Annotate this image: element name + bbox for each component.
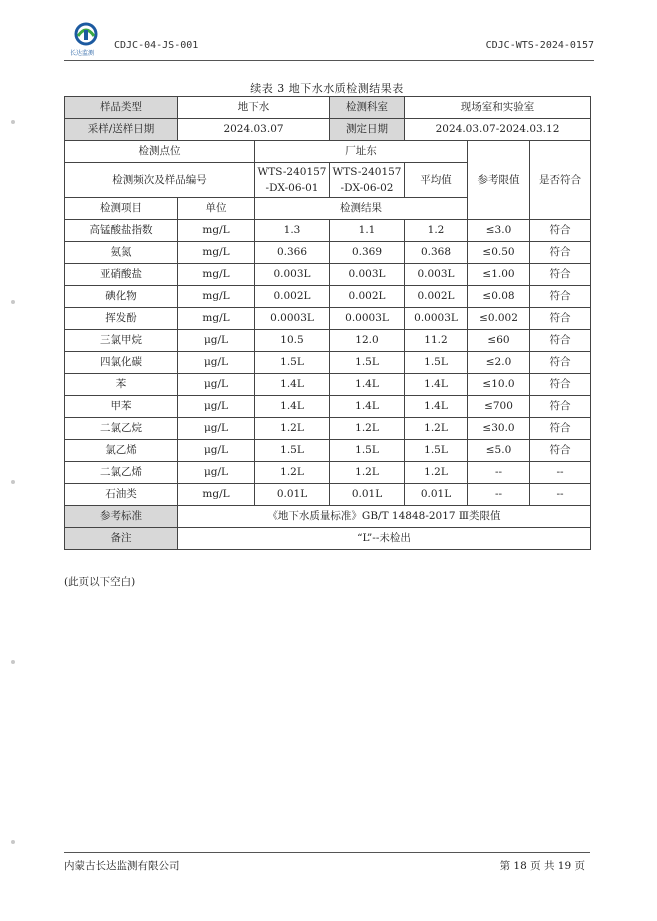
- limit-cell: ≤0.002: [468, 308, 530, 330]
- conform-cell: 符合: [530, 374, 591, 396]
- value1-cell: 1.5L: [255, 352, 330, 374]
- avg-cell: 1.2L: [405, 462, 468, 484]
- table-row: [65, 352, 591, 374]
- avg-cell: 1.4L: [405, 374, 468, 396]
- item-header: 检测项目: [65, 198, 178, 220]
- unit-cell: mg/L: [178, 220, 255, 242]
- logo-text: 长达监测: [70, 50, 95, 57]
- punch-hole: [11, 300, 15, 304]
- table-row: [65, 462, 591, 484]
- company-name: 内蒙古长达监测有限公司: [64, 860, 180, 872]
- unit-cell: mg/L: [178, 286, 255, 308]
- dept-label: 检测科室: [330, 97, 405, 119]
- unit-cell: mg/L: [178, 308, 255, 330]
- punch-hole: [11, 120, 15, 124]
- sample-date-label: 采样/送样日期: [65, 119, 178, 141]
- avg-cell: 1.5L: [405, 440, 468, 462]
- freq-label: 检测频次及样品编号: [65, 163, 255, 198]
- sample-date-value: 2024.03.07: [178, 119, 330, 141]
- avg-header: 平均值: [405, 163, 468, 198]
- limit-cell: ≤10.0: [468, 374, 530, 396]
- conform-header: 是否符合: [530, 141, 591, 220]
- value1-cell: 1.5L: [255, 440, 330, 462]
- punch-hole: [11, 480, 15, 484]
- unit-header: 单位: [178, 198, 255, 220]
- table-row: [65, 308, 591, 330]
- page-header: [64, 22, 594, 58]
- value2-cell: 1.1: [330, 220, 405, 242]
- table-row: [65, 220, 591, 242]
- value1-cell: 1.2L: [255, 418, 330, 440]
- conform-cell: 符合: [530, 220, 591, 242]
- unit-cell: μg/L: [178, 352, 255, 374]
- reference-value: 《地下水质量标准》GB/T 14848-2017 Ⅲ类限值: [178, 506, 591, 528]
- conform-cell: 符合: [530, 396, 591, 418]
- point-label: 检测点位: [65, 141, 255, 163]
- value2-cell: 1.5L: [330, 352, 405, 374]
- avg-cell: 0.002L: [405, 286, 468, 308]
- blank-note: (此页以下空白): [64, 576, 136, 588]
- item-cell: 三氯甲烷: [65, 330, 178, 352]
- value1-cell: 10.5: [255, 330, 330, 352]
- table-row: [65, 264, 591, 286]
- item-cell: 石油类: [65, 484, 178, 506]
- conform-cell: 符合: [530, 330, 591, 352]
- ref-limit-header: 参考限值: [468, 141, 530, 220]
- unit-cell: μg/L: [178, 462, 255, 484]
- unit-cell: μg/L: [178, 374, 255, 396]
- avg-cell: 1.4L: [405, 396, 468, 418]
- info-row-1: [65, 97, 591, 119]
- test-date-label: 测定日期: [330, 119, 405, 141]
- punch-hole: [11, 840, 15, 844]
- avg-cell: 0.003L: [405, 264, 468, 286]
- limit-cell: ≤2.0: [468, 352, 530, 374]
- value1-cell: 0.002L: [255, 286, 330, 308]
- item-cell: 二氯乙烯: [65, 462, 178, 484]
- avg-cell: 0.01L: [405, 484, 468, 506]
- avg-cell: 0.0003L: [405, 308, 468, 330]
- limit-cell: ≤5.0: [468, 440, 530, 462]
- limit-cell: --: [468, 462, 530, 484]
- value2-cell: 0.369: [330, 242, 405, 264]
- conform-cell: --: [530, 462, 591, 484]
- page-number: 第 18 页 共 19 页: [499, 860, 585, 872]
- value1-cell: 1.3: [255, 220, 330, 242]
- limit-cell: ≤60: [468, 330, 530, 352]
- reference-row: [65, 506, 591, 528]
- remark-value: “L”--未检出: [178, 528, 591, 550]
- value2-cell: 1.2L: [330, 462, 405, 484]
- item-cell: 高锰酸盐指数: [65, 220, 178, 242]
- test-date-value: 2024.03.07-2024.03.12: [405, 119, 591, 141]
- conform-cell: --: [530, 484, 591, 506]
- punch-hole: [11, 660, 15, 664]
- remark-label: 备注: [65, 528, 178, 550]
- limit-cell: --: [468, 484, 530, 506]
- avg-cell: 1.2L: [405, 418, 468, 440]
- value1-cell: 1.4L: [255, 396, 330, 418]
- unit-cell: μg/L: [178, 330, 255, 352]
- limit-cell: ≤700: [468, 396, 530, 418]
- avg-cell: 1.2: [405, 220, 468, 242]
- value2-cell: 0.003L: [330, 264, 405, 286]
- value2-cell: 1.4L: [330, 374, 405, 396]
- conform-cell: 符合: [530, 352, 591, 374]
- conform-cell: 符合: [530, 418, 591, 440]
- avg-cell: 0.368: [405, 242, 468, 264]
- point-row: [65, 141, 591, 163]
- value2-cell: 1.2L: [330, 418, 405, 440]
- remark-row: [65, 528, 591, 550]
- table-row: [65, 440, 591, 462]
- item-cell: 氨氮: [65, 242, 178, 264]
- unit-cell: mg/L: [178, 484, 255, 506]
- unit-cell: mg/L: [178, 242, 255, 264]
- value1-cell: 1.4L: [255, 374, 330, 396]
- footer-divider: [64, 852, 590, 853]
- item-cell: 氯乙烯: [65, 440, 178, 462]
- reference-label: 参考标准: [65, 506, 178, 528]
- limit-cell: ≤0.08: [468, 286, 530, 308]
- unit-cell: μg/L: [178, 396, 255, 418]
- conform-cell: 符合: [530, 440, 591, 462]
- limit-cell: ≤0.50: [468, 242, 530, 264]
- value1-cell: 1.2L: [255, 462, 330, 484]
- table-row: [65, 418, 591, 440]
- sample-id-2: WTS-240157-DX-06-02: [330, 163, 405, 198]
- limit-cell: ≤3.0: [468, 220, 530, 242]
- limit-cell: ≤30.0: [468, 418, 530, 440]
- table-row: [65, 484, 591, 506]
- table-row: [65, 374, 591, 396]
- sample-id-1: WTS-240157-DX-06-01: [255, 163, 330, 198]
- conform-cell: 符合: [530, 286, 591, 308]
- table-row: [65, 330, 591, 352]
- item-cell: 碘化物: [65, 286, 178, 308]
- table-title: 续表 3 地下水水质检测结果表: [250, 82, 404, 95]
- point-value: 厂址东: [255, 141, 468, 163]
- info-row-2: [65, 119, 591, 141]
- conform-cell: 符合: [530, 308, 591, 330]
- value1-cell: 0.0003L: [255, 308, 330, 330]
- conform-cell: 符合: [530, 242, 591, 264]
- value2-cell: 0.01L: [330, 484, 405, 506]
- dept-value: 现场室和实验室: [405, 97, 591, 119]
- sample-type-label: 样品类型: [65, 97, 178, 119]
- limit-cell: ≤1.00: [468, 264, 530, 286]
- value2-cell: 1.5L: [330, 440, 405, 462]
- binding-holes: [8, 0, 18, 921]
- item-cell: 挥发酚: [65, 308, 178, 330]
- conform-cell: 符合: [530, 264, 591, 286]
- avg-cell: 1.5L: [405, 352, 468, 374]
- item-cell: 甲苯: [65, 396, 178, 418]
- results-table: [64, 96, 591, 550]
- table-row: [65, 286, 591, 308]
- unit-cell: μg/L: [178, 440, 255, 462]
- table-row: [65, 396, 591, 418]
- item-cell: 苯: [65, 374, 178, 396]
- value2-cell: 0.002L: [330, 286, 405, 308]
- unit-cell: mg/L: [178, 264, 255, 286]
- table-row: [65, 242, 591, 264]
- value1-cell: 0.366: [255, 242, 330, 264]
- item-cell: 四氯化碳: [65, 352, 178, 374]
- doc-code-left: CDJC-04-JS-001: [114, 40, 199, 51]
- unit-cell: μg/L: [178, 418, 255, 440]
- value1-cell: 0.003L: [255, 264, 330, 286]
- sample-type-value: 地下水: [178, 97, 330, 119]
- item-cell: 亚硝酸盐: [65, 264, 178, 286]
- result-header: 检测结果: [255, 198, 468, 220]
- value2-cell: 12.0: [330, 330, 405, 352]
- value1-cell: 0.01L: [255, 484, 330, 506]
- value2-cell: 0.0003L: [330, 308, 405, 330]
- avg-cell: 11.2: [405, 330, 468, 352]
- header-divider: [64, 60, 594, 61]
- item-cell: 二氯乙烷: [65, 418, 178, 440]
- doc-code-right: CDJC-WTS-2024-0157: [485, 40, 594, 51]
- value2-cell: 1.4L: [330, 396, 405, 418]
